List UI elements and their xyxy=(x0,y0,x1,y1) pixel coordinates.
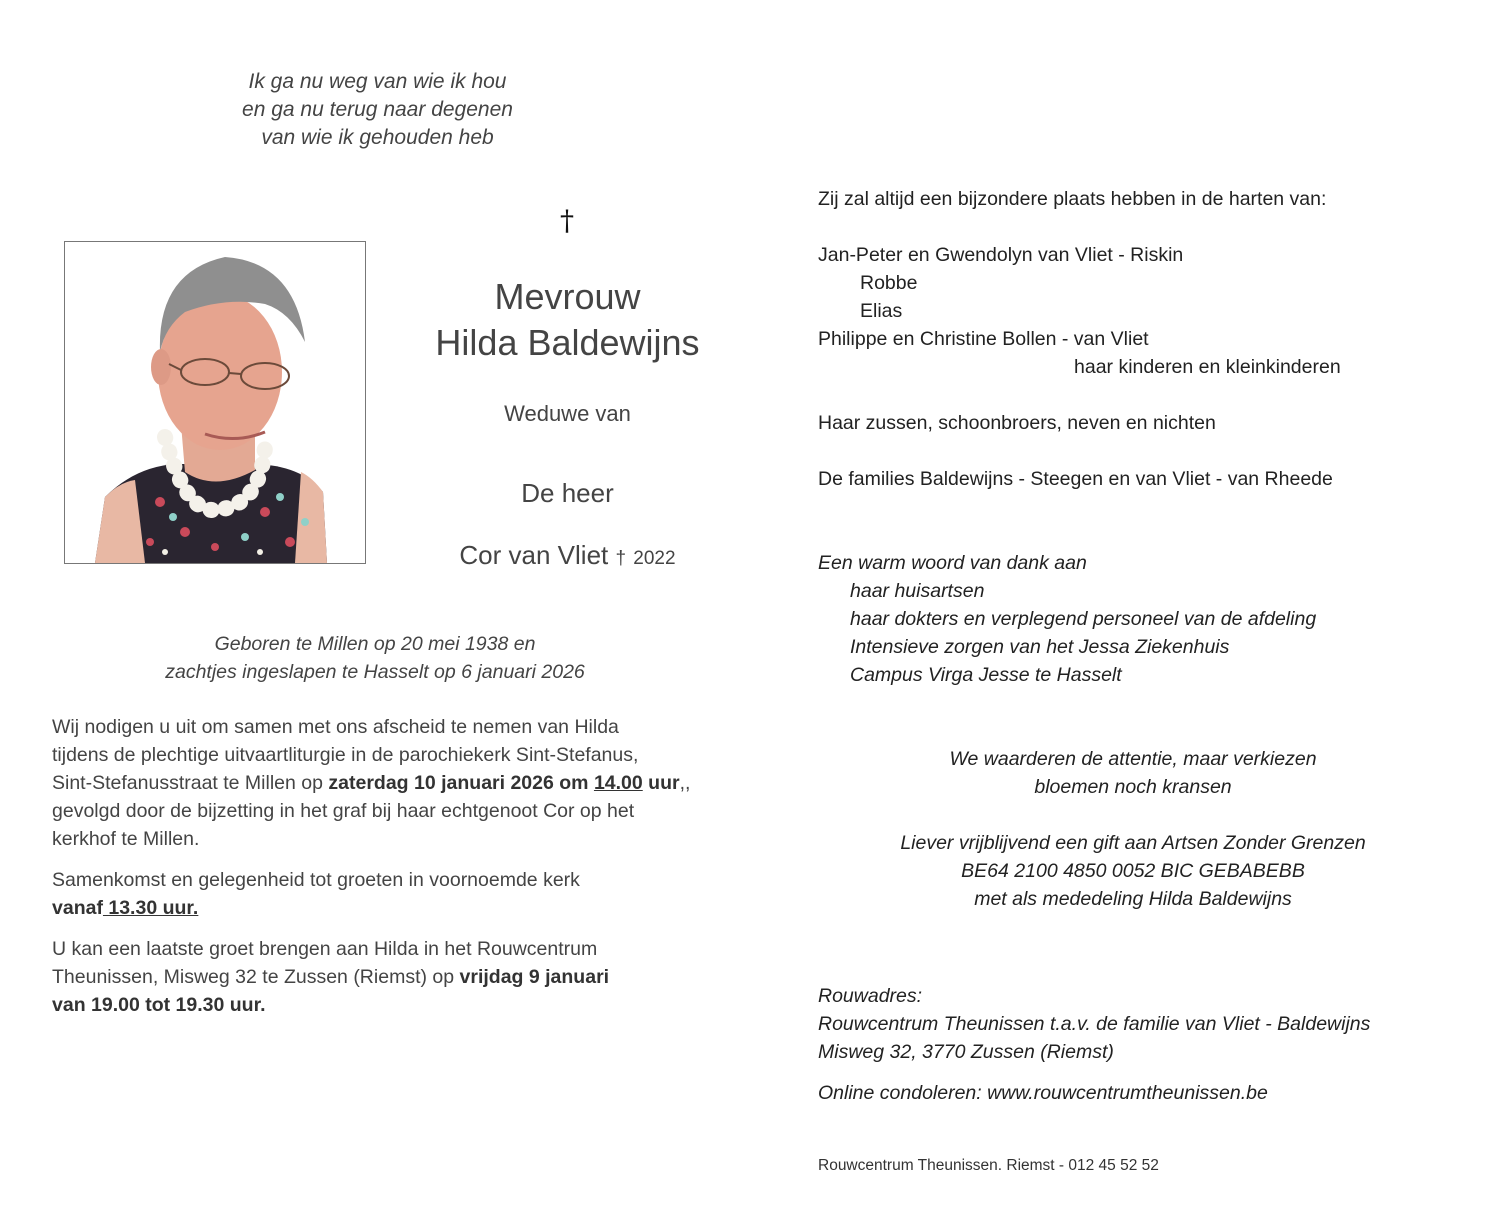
thanks-intro: Een warm woord van dank aan xyxy=(818,552,1087,574)
viewing-time: van 19.00 tot 19.30 uur. xyxy=(52,994,266,1016)
birth-line: Geboren te Millen op 20 mei 1938 en xyxy=(214,633,536,655)
text-line: tijdens de plechtige uitvaartliturgie in de parochiekerk Sint-Stefanus, xyxy=(52,744,639,766)
grandchild: Elias xyxy=(860,300,903,322)
text-line: U kan een laatste groet brengen aan Hilda in het Rouwcentrum xyxy=(52,938,598,960)
text-span: Theunissen, Misweg 32 te Zussen (Riemst) op xyxy=(52,966,460,988)
family-member: Philippe en Christine Bollen - van Vliet xyxy=(818,328,1149,350)
funeral-time: 14.00 xyxy=(593,772,643,794)
poem-line: Ik ga nu weg van wie ik hou xyxy=(248,70,507,93)
poem xyxy=(150,68,605,152)
text-line: gevolgd door de bijzetting in het graf bij haar echtgenoot Cor op het xyxy=(52,800,635,822)
poem-line: en ga nu terug naar degenen xyxy=(242,98,513,121)
spouse-title: De heer xyxy=(521,478,614,508)
thanks-item: Campus Virga Jesse te Hasselt xyxy=(850,664,1122,686)
online-condolences xyxy=(818,1079,1418,1107)
thanks-item: haar huisartsen xyxy=(850,580,985,602)
text-line: kerkhof te Millen. xyxy=(52,828,200,850)
address-line: Rouwcentrum Theunissen t.a.v. de familie van Vliet - Baldewijns xyxy=(818,1013,1371,1035)
text-line xyxy=(52,991,752,1019)
donation-note xyxy=(818,829,1448,913)
bank-account: BE64 2100 4850 0052 BIC GEBABEBB xyxy=(961,860,1305,882)
text-line: Wij nodigen u uit om samen met ons afscheid te nemen van Hilda xyxy=(52,716,619,738)
poem-line: van wie ik gehouden heb xyxy=(261,126,494,149)
viewing-info xyxy=(52,935,752,1019)
funeral-invitation xyxy=(52,713,752,853)
spouse-line xyxy=(410,538,725,576)
text-span: uur xyxy=(642,772,680,794)
deceased-title: Mevrouw xyxy=(494,276,641,317)
viewing-date: vrijdag 9 januari xyxy=(459,966,610,988)
address-label: Rouwadres: xyxy=(818,985,923,1007)
deceased-name: Hilda Baldewijns xyxy=(435,322,700,363)
family-section xyxy=(818,185,1418,493)
address-line: Misweg 32, 3770 Zussen (Riemst) xyxy=(818,1041,1114,1063)
text-line xyxy=(52,894,752,922)
portrait-photo xyxy=(64,241,366,564)
text-line xyxy=(52,963,752,991)
text-line: Samenkomst en gelegenheid tot groeten in voornoemde kerk xyxy=(52,869,580,891)
online-label: Online condoleren: xyxy=(818,1082,988,1104)
family-member: Jan-Peter en Gwendolyn van Vliet - Riskin xyxy=(818,244,1184,266)
mourning-address xyxy=(818,982,1418,1066)
relation-label: Weduwe van xyxy=(504,401,631,426)
birth-death-info xyxy=(100,630,650,686)
funeral-date: zaterdag 10 januari 2026 om xyxy=(328,772,594,794)
thanks-item: Intensieve zorgen van het Jessa Ziekenhuis xyxy=(850,636,1230,658)
family-intro: Zij zal altijd een bijzondere plaats hebben in de harten van: xyxy=(818,188,1327,210)
text-span: vanaf xyxy=(52,897,103,919)
text-line: Liever vrijblijvend een gift aan Artsen Zonder Grenzen xyxy=(900,832,1366,854)
siblings: Haar zussen, schoonbroers, neven en nichten xyxy=(818,412,1216,434)
portrait-illustration xyxy=(65,242,365,563)
condolence-link[interactable]: www.rouwcentrumtheunissen.be xyxy=(987,1082,1268,1104)
flowers-note xyxy=(818,745,1448,801)
text-line: We waarderen de attentie, maar verkiezen xyxy=(949,748,1317,770)
footer-contact: Rouwcentrum Theunissen. Riemst - 012 45 52 52 xyxy=(818,1157,1159,1174)
spouse-death-year: 2022 xyxy=(633,548,676,569)
text-span: Sint-Stefanusstraat te Millen op xyxy=(52,772,329,794)
text-line: bloemen noch kransen xyxy=(1034,776,1232,798)
spouse-name: Cor van Vliet xyxy=(459,540,609,570)
grandchild: Robbe xyxy=(860,272,918,294)
cross-icon: † xyxy=(560,204,574,237)
spouse-cross-icon: † xyxy=(615,548,627,569)
text-span: ,, xyxy=(679,772,691,794)
gathering-info xyxy=(52,866,752,922)
death-line: zachtjes ingeslapen te Hasselt op 6 januari 2026 xyxy=(165,661,585,683)
thanks-item: haar dokters en verplegend personeel van de afdeling xyxy=(850,608,1317,630)
family-caption: haar kinderen en kleinkinderen xyxy=(1074,356,1341,378)
families: De families Baldewijns - Steegen en van Vliet - van Rheede xyxy=(818,468,1333,490)
text-line: met als mededeling Hilda Baldewijns xyxy=(974,888,1292,910)
gathering-time: 13.30 uur. xyxy=(102,897,199,919)
thanks-section xyxy=(818,549,1418,689)
text-line xyxy=(52,769,752,797)
